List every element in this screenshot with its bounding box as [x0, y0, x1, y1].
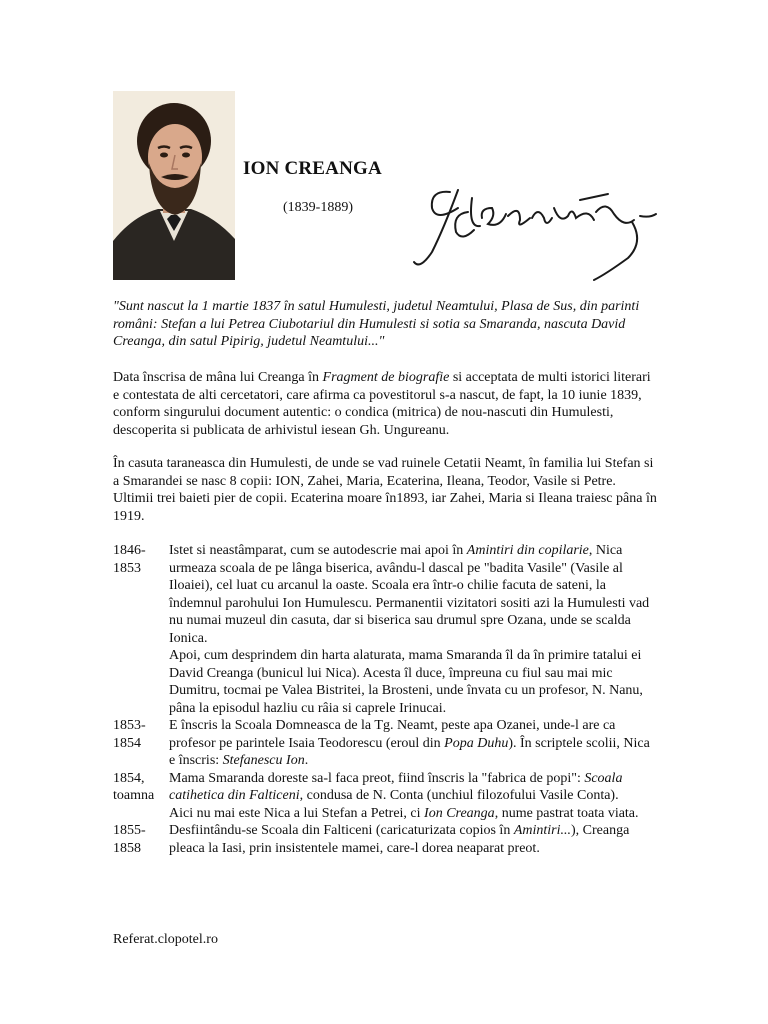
- timeline-year: 1855-1858: [113, 823, 146, 856]
- text-run: E înscris la Scoala Domneasca de la Tg. Neamt, peste apa Ozanei, unde-l are ca profesor pe parintele Isaia Teodorescu (eroul din: [169, 718, 616, 751]
- book-title: Popa Duhu: [444, 735, 509, 751]
- book-title: Amintiri din copilarie: [466, 543, 589, 558]
- timeline-desc: [169, 542, 658, 717]
- timeline-year: 1846-1853: [113, 543, 146, 576]
- name-italic: Ion Creanga: [424, 805, 495, 821]
- book-title: Fragment de biografie: [322, 370, 450, 385]
- book-title: Amintiri...: [513, 823, 571, 838]
- text-run: , condusa de N. Conta (unchiul filozofului Vasile Conta).: [299, 788, 619, 803]
- signature-image: [410, 178, 660, 288]
- text-run: Apoi, cum desprindem din harta alaturata, mama Smaranda îl da în primire tatalui ei David Creanga (bunicul lui Nica). Acesta îl duce, împreuna cu fiul sau mai mic Dumitru, tocmai pe Valea Bistritei, la Brosteni, unde învata cu un profesor, N. Nanu, pâna la episodul hazliu cu râia si caprele Irinucai.: [169, 648, 643, 716]
- footer-source: Referat.clopotel.ro: [113, 932, 218, 947]
- text-run: Data înscrisa de mâna lui Creanga în: [113, 370, 323, 385]
- text-run: ), Creanga pleaca la Iasi, prin insistentele mamei, care-l dorea neaparat preot.: [169, 823, 630, 856]
- timeline-year: 1853-1854: [113, 718, 146, 751]
- timeline: [113, 542, 658, 857]
- text-run: , Nica urmeaza scoala de pe lânga biserica, avându-l dascal pe "badita Vasile" (Vasile al Iloaiei), cel luat cu arcanul la oaste. Scoala era într-o chilie facuta de sateni, la îndemnul parohului Ion Humulescu. Permanentii vizitatori sositi azi la Humulesti vad nu numai muzeul din casuta, dar si biserica sau drumul spre Ozana, unde se scalda Ionica.: [169, 543, 650, 646]
- timeline-row: [113, 822, 658, 857]
- text-run: .: [304, 753, 309, 768]
- school-name: Scoala catihetica din Falticeni: [169, 770, 623, 803]
- paragraph-birth-date: [113, 369, 658, 439]
- paragraph-family: În casuta taraneasca din Humulesti, de unde se vad ruinele Cetatii Neamt, în familia lui Stefan si a Smarandei se nasc 8 copii: ION, Zahei, Maria, Ecaterina, Ileana, Teodor, Vasile si Petre. Ultimii trei baieti pier de copii. Ecaterina moare în1893, iar Zahei, Maria si Ileana traiesc pâna în 1919.: [113, 456, 657, 524]
- timeline-year: 1854, toamna: [113, 770, 155, 803]
- text-run: Desfiintându-se Scoala din Falticeni (caricaturizata copios în: [169, 823, 514, 838]
- timeline-desc: [169, 770, 658, 823]
- life-dates: (1839-1889): [283, 200, 353, 215]
- text-run: Mama Smaranda doreste sa-l faca preot, fiind înscris la "fabrica de popi":: [169, 770, 585, 786]
- timeline-desc: [169, 822, 658, 857]
- text-run: ). În scriptele scolii, Nica e înscris:: [169, 735, 650, 768]
- text-run: Aici nu mai este Nica a lui Stefan a Petrei, ci: [169, 805, 425, 821]
- timeline-desc: [169, 717, 658, 770]
- timeline-row: [113, 717, 658, 770]
- timeline-row: [113, 542, 658, 717]
- page-title: ION CREANGA: [243, 158, 382, 179]
- text-run: si acceptata de multi istorici literari e contestata de alti cercetatori, care afirma ca povestitorul s-a nascut, de fapt, la 10 iunie 1839, conform singurului document autentic: o condica (mitrica) de nou-nascuti din Humulesti, descoperita si publicata de arhivistul iesean Gh. Ungureanu.: [113, 370, 651, 438]
- name-italic: Stefanescu Ion: [222, 753, 305, 768]
- timeline-row: [113, 770, 658, 823]
- author-portrait: [113, 91, 235, 280]
- quote-paragraph: "Sunt nascut la 1 martie 1837 în satul Humulesti, judetul Neamtului, Plasa de Sus, din parinti români: Stefan a lui Petrea Ciubotariul din Humulesti si sotia sa Smaranda, nascuta David Creanga, din satul Pipirig, judetul Neamtului...": [113, 299, 640, 349]
- text-run: Istet si neastâmparat, cum se autodescrie mai apoi în: [169, 543, 467, 558]
- text-run: , nume pastrat toata viata.: [494, 805, 639, 821]
